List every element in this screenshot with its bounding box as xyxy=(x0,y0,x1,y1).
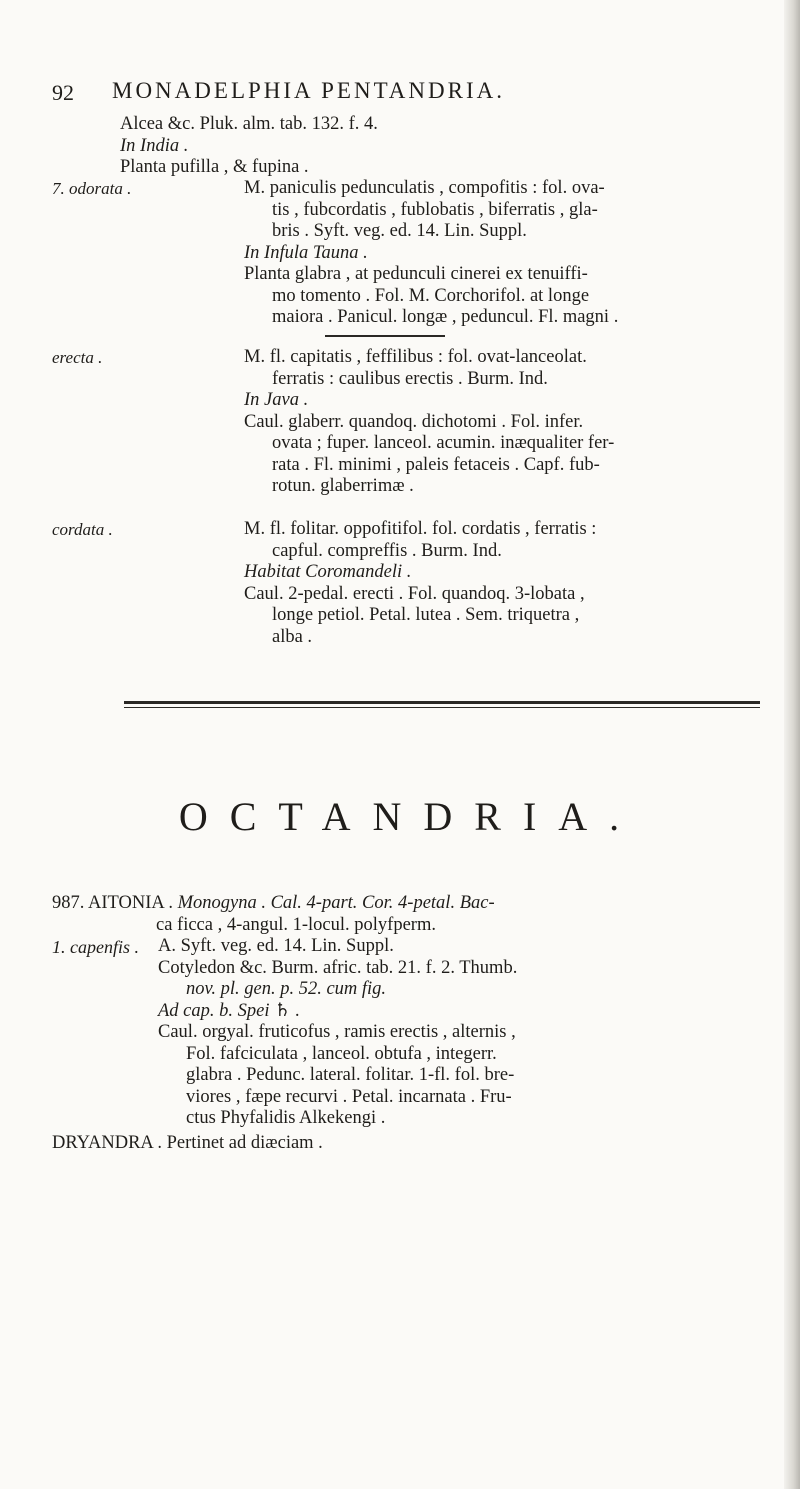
entry-line: rotun. glaberrimæ . xyxy=(272,476,414,496)
page-number: 92 xyxy=(52,80,74,105)
entry-line: In Java . xyxy=(244,390,309,410)
entry-line: maiora . Panicul. longæ , peduncul. Fl. magni . xyxy=(272,307,619,327)
genus-character-line: ca ficca , 4-angul. 1-locul. polyfperm. xyxy=(156,914,436,935)
page-title: MONADELPHIA PENTANDRIA. xyxy=(112,78,505,103)
intro-line: Planta pufilla , & fupina . xyxy=(120,157,309,177)
entry-line: ferratis : caulibus erectis . Burm. Ind. xyxy=(272,368,548,389)
entry-line: Caul. 2-pedal. erecti . Fol. quandoq. 3-lobata , xyxy=(244,583,585,604)
genus-name: AITONIA . xyxy=(87,893,173,913)
species-label-cordata: cordata . xyxy=(52,520,113,539)
entry-line: Fol. fafciculata , lanceol. obtufa , integerr. xyxy=(186,1043,497,1064)
section-rule-top xyxy=(124,701,760,704)
entry-line: tis , fubcordatis , fublobatis , biferratis , gla- xyxy=(272,199,598,220)
genus-first-line xyxy=(52,893,495,915)
entry-line: viores , fæpe recurvi . Petal. incarnata . Fru- xyxy=(186,1086,512,1107)
entry-line: nov. pl. gen. p. 52. cum fig. xyxy=(186,979,387,999)
entry-line: In Infula Tauna . xyxy=(244,242,368,263)
intro-line: In India . xyxy=(120,135,189,156)
entry-line: capful. compreffis . Burm. Ind. xyxy=(272,540,502,561)
short-rule xyxy=(325,335,445,337)
footer-line: DRYANDRA . Pertinet ad diæciam . xyxy=(52,1133,323,1153)
entry-line: longe petiol. Petal. lutea . Sem. triquetra , xyxy=(272,605,580,625)
footer-entry xyxy=(52,1133,323,1155)
entry-line: A. Syft. veg. ed. 14. Lin. Suppl. xyxy=(158,936,394,956)
entry-line: mo tomento . Fol. M. Corchorifol. at longe xyxy=(272,285,590,306)
page-edge-shadow xyxy=(784,0,800,1489)
entry-line: M. fl. folitar. oppofitifol. fol. cordatis , ferratis : xyxy=(244,519,597,539)
entry-line: ctus Phyfalidis Alkekengi . xyxy=(186,1108,386,1128)
genus-entry xyxy=(52,893,495,936)
entry-line: ovata ; fuper. lanceol. acumin. inæqualiter fer- xyxy=(272,433,615,453)
entry-line: rata . Fl. minimi , paleis fetaceis . Capf. fub- xyxy=(272,454,600,475)
genus-character: Monogyna . Cal. 4-part. Cor. 4-petal. Bac- xyxy=(177,893,495,913)
intro-line: Alcea &c. Pluk. alm. tab. 132. f. 4. xyxy=(120,114,378,134)
species-entry-odorata xyxy=(244,178,618,329)
species-label-odorata: 7. odorata . xyxy=(52,179,132,198)
species-entry-cordata xyxy=(244,519,596,648)
entry-line: Ad cap. b. Spei ♄ . xyxy=(158,1000,300,1021)
entry-line: Habitat Coromandeli . xyxy=(244,562,412,582)
entry-line: alba . xyxy=(272,626,313,647)
entry-line: bris . Syft. veg. ed. 14. Lin. Suppl. xyxy=(272,221,527,241)
entry-line: M. fl. capitatis , feffilibus : fol. ovat-lanceolat. xyxy=(244,347,587,367)
entry-line: Planta glabra , at pedunculi cinerei ex tenuiffi- xyxy=(244,264,588,284)
species-entry-capensis xyxy=(158,936,517,1130)
entry-line: Caul. orgyal. fruticofus , ramis erectis , alternis , xyxy=(158,1022,516,1042)
entry-line: glabra . Pedunc. lateral. folitar. 1-fl. fol. bre- xyxy=(186,1065,515,1085)
species-entry-erecta xyxy=(244,347,614,498)
intro-block xyxy=(120,114,378,179)
section-heading: OCTANDRIA. xyxy=(178,794,642,839)
entry-line: Cotyledon &c. Burm. afric. tab. 21. f. 2. Thumb. xyxy=(158,957,518,978)
genus-number: 987. xyxy=(52,893,85,913)
species-label-capensis: 1. capenfis . xyxy=(52,937,139,957)
entry-line: M. paniculis pedunculatis , compofitis : fol. ova- xyxy=(244,178,605,198)
section-rule-bottom xyxy=(124,707,760,708)
entry-line: Caul. glaberr. quandoq. dichotomi . Fol. infer. xyxy=(244,411,584,432)
species-label-erecta: erecta . xyxy=(52,348,103,367)
